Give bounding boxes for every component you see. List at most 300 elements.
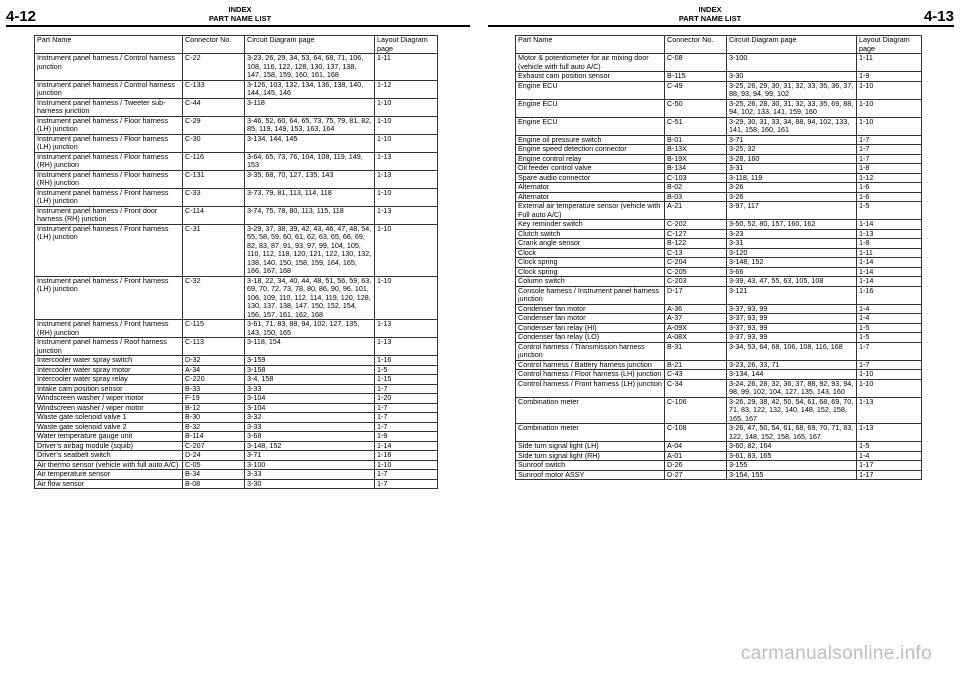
right-page-header	[480, 0, 960, 28]
layout-diagram-page-cell: 1-7	[375, 479, 438, 489]
layout-diagram-page-cell: 1-10	[857, 81, 922, 99]
part-name-cell: Waste gate solenoid valve 2	[35, 422, 183, 432]
header-part-name: Part Name	[35, 36, 183, 54]
part-name-cell: Motor & potentiometer for air mixing door (vehicle with full auto A/C)	[516, 54, 665, 72]
circuit-diagram-page-cell: 3-25, 26, 29, 30, 31, 32, 33, 35, 36, 37, 88, 93, 94, 99, 102	[727, 81, 857, 99]
part-name-cell: Condenser fan motor	[516, 304, 665, 314]
part-name-cell: Air thermo sensor (vehicle with full auto A/C)	[35, 460, 183, 470]
watermark: carmanualsonline.info	[740, 643, 932, 664]
header-circuit-diagram-page: Circuit Diagram page	[245, 36, 375, 54]
table-row	[516, 442, 922, 452]
connector-no-cell: D-27	[665, 470, 727, 480]
layout-diagram-page-cell: 1-10	[857, 370, 922, 380]
layout-diagram-page-cell: 1-5	[857, 442, 922, 452]
layout-diagram-page-cell: 1-7	[857, 154, 922, 164]
connector-no-cell: C-30	[183, 134, 245, 152]
table-row	[516, 333, 922, 343]
part-name-cell: Engine speed detection connector	[516, 145, 665, 155]
part-name-cell: Clock	[516, 248, 665, 258]
header-layout-diagram-page: Layout Diagram page	[857, 36, 922, 54]
table-row	[35, 403, 438, 413]
layout-diagram-page-cell: 1-4	[857, 314, 922, 324]
connector-no-cell: C-33	[183, 188, 245, 206]
part-name-cell: Instrument panel harness / Front harness (LH) junction	[35, 188, 183, 206]
layout-diagram-page-cell: 1-10	[375, 116, 438, 134]
table-row	[516, 424, 922, 442]
table-row	[516, 379, 922, 397]
layout-diagram-page-cell: 1-16	[857, 286, 922, 304]
connector-no-cell: A-04	[665, 442, 727, 452]
connector-no-cell: C-49	[665, 81, 727, 99]
layout-diagram-page-cell: 1-9	[375, 432, 438, 442]
connector-no-cell: C-22	[183, 54, 245, 81]
header-part-name: Part Name	[516, 36, 665, 54]
part-name-cell: Instrument panel harness / Floor harness (LH) junction	[35, 116, 183, 134]
part-name-cell: Alternator	[516, 183, 665, 193]
table-row	[35, 432, 438, 442]
part-name-cell: Water temperature gauge unit	[35, 432, 183, 442]
layout-diagram-page-cell: 1-20	[375, 394, 438, 404]
layout-diagram-page-cell: 1-7	[375, 413, 438, 423]
circuit-diagram-page-cell: 3-71	[727, 135, 857, 145]
table-row	[35, 116, 438, 134]
connector-no-cell: B-31	[665, 342, 727, 360]
connector-no-cell: C-207	[183, 441, 245, 451]
table-row	[35, 356, 438, 366]
layout-diagram-page-cell: 1-15	[375, 375, 438, 385]
circuit-diagram-page-cell: 3-71	[245, 451, 375, 461]
circuit-diagram-page-cell: 3-26, 47, 50, 54, 61, 68, 69, 70, 71, 83, 122, 148, 152, 158, 165, 167	[727, 424, 857, 442]
part-name-cell: Engine ECU	[516, 81, 665, 99]
layout-diagram-page-cell: 1-13	[375, 338, 438, 356]
table-row	[35, 365, 438, 375]
circuit-diagram-page-cell: 3-100	[245, 460, 375, 470]
layout-diagram-page-cell: 1-12	[857, 173, 922, 183]
left-header-rule	[6, 25, 470, 27]
header-layout-diagram-page: Layout Diagram page	[375, 36, 438, 54]
circuit-diagram-page-cell: 3-39, 43, 47, 55, 63, 105, 108	[727, 277, 857, 287]
circuit-diagram-page-cell: 3-50, 52, 80, 157, 160, 162	[727, 220, 857, 230]
layout-diagram-page-cell: 1-13	[857, 397, 922, 424]
part-name-cell: External air temperature sensor (vehicle with Full auto A/C)	[516, 202, 665, 220]
layout-diagram-page-cell: 1-7	[375, 470, 438, 480]
connector-no-cell: D-17	[665, 286, 727, 304]
layout-diagram-page-cell: 1-6	[857, 192, 922, 202]
part-name-cell: Windscreen washer / wiper motor	[35, 394, 183, 404]
right-title-line1: INDEX	[698, 5, 722, 14]
part-name-cell: Instrument panel harness / Roof harness junction	[35, 338, 183, 356]
layout-diagram-page-cell: 1-8	[857, 239, 922, 249]
table-row	[35, 384, 438, 394]
circuit-diagram-page-cell: 3-34, 53, 64, 68, 106, 108, 116, 168	[727, 342, 857, 360]
table-row	[35, 224, 438, 276]
part-name-cell: Instrument panel harness / Front harness (LH) junction	[35, 276, 183, 320]
table-row	[516, 470, 922, 480]
circuit-diagram-page-cell: 3-100	[727, 54, 857, 72]
connector-no-cell: C-114	[183, 206, 245, 224]
layout-diagram-page-cell: 1-4	[857, 451, 922, 461]
table-row	[35, 188, 438, 206]
layout-diagram-page-cell: 1-16	[375, 451, 438, 461]
part-name-cell: Engine ECU	[516, 117, 665, 135]
circuit-diagram-page-cell: 3-159	[245, 356, 375, 366]
table-row	[516, 145, 922, 155]
layout-diagram-page-cell: 1-7	[375, 422, 438, 432]
table-row	[35, 413, 438, 423]
layout-diagram-page-cell: 1-11	[857, 248, 922, 258]
layout-diagram-page-cell: 1-6	[857, 183, 922, 193]
layout-diagram-page-cell: 1-10	[857, 99, 922, 117]
layout-diagram-page-cell: 1-10	[857, 117, 922, 135]
table-row	[516, 248, 922, 258]
part-name-cell: Condenser fan relay (LO)	[516, 333, 665, 343]
circuit-diagram-page-cell: 3-37, 93, 99	[727, 304, 857, 314]
table-row	[516, 54, 922, 72]
part-name-cell: Instrument panel harness / Front harness (RH) junction	[35, 320, 183, 338]
table-row	[35, 206, 438, 224]
table-row	[516, 267, 922, 277]
table-row	[516, 239, 922, 249]
connector-no-cell: A-21	[665, 202, 727, 220]
part-name-cell: Instrument panel harness / Tweeter sub-harness junction	[35, 98, 183, 116]
table-row	[35, 98, 438, 116]
connector-no-cell: C-43	[665, 370, 727, 380]
part-name-cell: Instrument panel harness / Control harness junction	[35, 54, 183, 81]
connector-no-cell: A-09X	[665, 323, 727, 333]
part-name-cell: Driver’s airbag module (squib)	[35, 441, 183, 451]
layout-diagram-page-cell: 1-11	[375, 54, 438, 81]
table-row	[516, 154, 922, 164]
circuit-diagram-page-cell: 3-46, 52, 60, 64, 65, 73, 75, 79, 81, 82, 85, 119, 149, 153, 163, 164	[245, 116, 375, 134]
part-name-cell: Engine ECU	[516, 99, 665, 117]
layout-diagram-page-cell: 1-13	[375, 170, 438, 188]
right-page-number: 4-13	[923, 8, 954, 25]
circuit-diagram-page-cell: 3-158	[245, 365, 375, 375]
part-name-cell: Instrument panel harness / Floor harness (LH) junction	[35, 134, 183, 152]
table-row	[516, 81, 922, 99]
circuit-diagram-page-cell: 3-148, 152	[245, 441, 375, 451]
circuit-diagram-page-cell: 3-68	[245, 432, 375, 442]
connector-no-cell: B-115	[665, 72, 727, 82]
part-name-cell: Engine oil pressure switch	[516, 135, 665, 145]
table-row	[35, 479, 438, 489]
part-name-cell: Intake cam position sensor	[35, 384, 183, 394]
connector-no-cell: C-51	[665, 117, 727, 135]
right-header-rule	[488, 25, 954, 27]
part-name-cell: Air flow sensor	[35, 479, 183, 489]
connector-no-cell: D-26	[665, 461, 727, 471]
connector-no-cell: A-34	[183, 365, 245, 375]
part-name-cell: Waste gate solenoid valve 1	[35, 413, 183, 423]
circuit-diagram-page-cell: 3-37, 93, 99	[727, 323, 857, 333]
circuit-diagram-page-cell: 3-74, 75, 78, 80, 113, 115, 118	[245, 206, 375, 224]
layout-diagram-page-cell: 1-5	[375, 365, 438, 375]
circuit-diagram-page-cell: 3-134, 144, 145	[245, 134, 375, 152]
table-row	[516, 117, 922, 135]
circuit-diagram-page-cell: 3-118, 119	[727, 173, 857, 183]
connector-no-cell: B-19X	[665, 154, 727, 164]
layout-diagram-page-cell: 1-7	[375, 403, 438, 413]
part-name-cell: Intercooler water spray relay	[35, 375, 183, 385]
part-name-cell: Oil feeder control valve	[516, 164, 665, 174]
layout-diagram-page-cell: 1-13	[375, 320, 438, 338]
part-name-cell: Windscreen washer / wiper motor	[35, 403, 183, 413]
circuit-diagram-page-cell: 3-118, 154	[245, 338, 375, 356]
connector-no-cell: B-08	[183, 479, 245, 489]
connector-no-cell: C-106	[665, 397, 727, 424]
table-row	[35, 170, 438, 188]
connector-no-cell: C-133	[183, 80, 245, 98]
table-row	[516, 183, 922, 193]
table-row	[35, 152, 438, 170]
circuit-diagram-page-cell: 3-26	[727, 183, 857, 193]
circuit-diagram-page-cell: 3-30	[727, 72, 857, 82]
connector-no-cell: D-24	[183, 451, 245, 461]
circuit-diagram-page-cell: 3-31	[727, 164, 857, 174]
header-connector-no: Connector No.	[183, 36, 245, 54]
part-name-cell: Instrument panel harness / Front harness (LH) junction	[35, 224, 183, 276]
connector-no-cell: B-134	[665, 164, 727, 174]
layout-diagram-page-cell: 1-17	[857, 461, 922, 471]
part-name-cell: Sunroof motor ASSY	[516, 470, 665, 480]
connector-no-cell: B-30	[183, 413, 245, 423]
part-name-cell: Air temperature sensor	[35, 470, 183, 480]
table-row	[35, 80, 438, 98]
part-name-cell: Instrument panel harness / Control harness junction	[35, 80, 183, 98]
connector-no-cell: C-127	[665, 229, 727, 239]
table-row	[516, 461, 922, 471]
part-name-cell: Console harness / Instrument panel harness junction	[516, 286, 665, 304]
part-name-cell: Clock spring	[516, 258, 665, 268]
left-page-header	[0, 0, 480, 28]
layout-diagram-page-cell: 1-10	[375, 188, 438, 206]
part-name-cell: Spare audio connector	[516, 173, 665, 183]
circuit-diagram-page-cell: 3-30	[245, 479, 375, 489]
layout-diagram-page-cell: 1-14	[375, 441, 438, 451]
left-page-title	[180, 5, 300, 23]
table-row	[516, 277, 922, 287]
circuit-diagram-page-cell: 3-66	[727, 267, 857, 277]
header-connector-no: Connector No.	[665, 36, 727, 54]
layout-diagram-page-cell: 1-12	[375, 80, 438, 98]
connector-no-cell: C-50	[665, 99, 727, 117]
layout-diagram-page-cell: 1-14	[857, 220, 922, 230]
left-table-header-row	[35, 36, 438, 54]
circuit-diagram-page-cell: 3-25, 32	[727, 145, 857, 155]
layout-diagram-page-cell: 1-10	[375, 98, 438, 116]
layout-diagram-page-cell: 1-7	[375, 384, 438, 394]
layout-diagram-page-cell: 1-10	[857, 379, 922, 397]
left-title-line2: PART NAME LIST	[208, 14, 272, 23]
layout-diagram-page-cell: 1-5	[857, 333, 922, 343]
connector-no-cell: B-03	[665, 192, 727, 202]
table-row	[35, 460, 438, 470]
connector-no-cell: F-19	[183, 394, 245, 404]
circuit-diagram-page-cell: 3-126, 103, 132, 134, 136, 138, 140, 144, 145, 146	[245, 80, 375, 98]
part-name-cell: Instrument panel harness / Front door harness (RH) junction	[35, 206, 183, 224]
connector-no-cell: C-29	[183, 116, 245, 134]
part-name-cell: Sunroof switch	[516, 461, 665, 471]
table-row	[35, 276, 438, 320]
part-name-cell: Combination meter	[516, 424, 665, 442]
circuit-diagram-page-cell: 3-155	[727, 461, 857, 471]
part-name-cell: Exhaust cam position sensor	[516, 72, 665, 82]
layout-diagram-page-cell: 1-7	[857, 135, 922, 145]
part-name-cell: Combination meter	[516, 397, 665, 424]
table-row	[516, 192, 922, 202]
connector-no-cell: C-131	[183, 170, 245, 188]
table-row	[516, 164, 922, 174]
header-circuit-diagram-page: Circuit Diagram page	[727, 36, 857, 54]
circuit-diagram-page-cell: 3-29, 30, 31, 33, 34, 88, 94, 102, 133, 141, 158, 160, 161	[727, 117, 857, 135]
circuit-diagram-page-cell: 3-61, 71, 83, 88, 94, 102, 127, 135, 143, 150, 165	[245, 320, 375, 338]
connector-no-cell: C-103	[665, 173, 727, 183]
circuit-diagram-page-cell: 3-31	[727, 239, 857, 249]
connector-no-cell: C-108	[665, 424, 727, 442]
layout-diagram-page-cell: 1-7	[857, 342, 922, 360]
layout-diagram-page-cell: 1-13	[375, 152, 438, 170]
table-row	[516, 370, 922, 380]
connector-no-cell: C-44	[183, 98, 245, 116]
connector-no-cell: A-01	[665, 451, 727, 461]
left-part-name-table	[34, 35, 438, 489]
circuit-diagram-page-cell: 3-24, 26, 28, 32, 36, 37, 88, 92, 93, 94, 98, 99, 102, 104, 127, 135, 143, 160	[727, 379, 857, 397]
part-name-cell: Control harness / Battery harness junction	[516, 360, 665, 370]
table-row	[516, 314, 922, 324]
connector-no-cell: C-05	[183, 460, 245, 470]
connector-no-cell: B-02	[665, 183, 727, 193]
part-name-cell: Engine control relay	[516, 154, 665, 164]
layout-diagram-page-cell: 1-7	[857, 145, 922, 155]
layout-diagram-page-cell: 1-13	[857, 424, 922, 442]
connector-no-cell: C-116	[183, 152, 245, 170]
circuit-diagram-page-cell: 3-104	[245, 394, 375, 404]
connector-no-cell: C-205	[665, 267, 727, 277]
connector-no-cell: C-204	[665, 258, 727, 268]
part-name-cell: Side turn signal light (RH)	[516, 451, 665, 461]
circuit-diagram-page-cell: 3-35, 68, 70, 127, 135, 143	[245, 170, 375, 188]
circuit-diagram-page-cell: 3-118	[245, 98, 375, 116]
layout-diagram-page-cell: 1-14	[857, 258, 922, 268]
part-name-cell: Column switch	[516, 277, 665, 287]
connector-no-cell: A-08X	[665, 333, 727, 343]
layout-diagram-page-cell: 1-8	[857, 164, 922, 174]
circuit-diagram-page-cell: 3-64, 65, 73, 76, 104, 108, 119, 149, 153	[245, 152, 375, 170]
table-row	[516, 72, 922, 82]
layout-diagram-page-cell: 1-10	[375, 224, 438, 276]
circuit-diagram-page-cell: 3-33	[245, 384, 375, 394]
circuit-diagram-page-cell: 3-26	[727, 192, 857, 202]
circuit-diagram-page-cell: 3-26, 29, 38, 42, 50, 54, 61, 68, 69, 70, 71, 83, 122, 132, 140, 148, 152, 158, 165, 167	[727, 397, 857, 424]
layout-diagram-page-cell: 1-5	[857, 323, 922, 333]
table-row	[516, 220, 922, 230]
circuit-diagram-page-cell: 3-37, 93, 99	[727, 314, 857, 324]
table-row	[516, 229, 922, 239]
table-row	[35, 394, 438, 404]
circuit-diagram-page-cell: 3-37, 93, 99	[727, 333, 857, 343]
layout-diagram-page-cell: 1-17	[857, 470, 922, 480]
layout-diagram-page-cell: 1-10	[375, 276, 438, 320]
table-row	[35, 470, 438, 480]
circuit-diagram-page-cell: 3-28, 160	[727, 154, 857, 164]
layout-diagram-page-cell: 1-11	[857, 54, 922, 72]
circuit-diagram-page-cell: 3-29, 37, 38, 39, 42, 43, 46, 47, 48, 54, 55, 58, 59, 60, 61, 62, 63, 65, 66, 69, 82, 83, 87, 91, 93, 97, 99, 104, 105, 110, 112, 118, 120, 121, 122, 130, 132, 138, 140, 150, 158, 159, 164, 165, 166, 167, 168	[245, 224, 375, 276]
part-name-cell: Control harness / Transmission harness junction	[516, 342, 665, 360]
circuit-diagram-page-cell: 3-23, 26, 33, 71	[727, 360, 857, 370]
table-row	[516, 258, 922, 268]
layout-diagram-page-cell: 1-14	[857, 267, 922, 277]
table-row	[35, 134, 438, 152]
layout-diagram-page-cell: 1-10	[375, 134, 438, 152]
connector-no-cell: C-31	[183, 224, 245, 276]
circuit-diagram-page-cell: 3-23	[727, 229, 857, 239]
part-name-cell: Key reminder switch	[516, 220, 665, 230]
connector-no-cell: B-13X	[665, 145, 727, 155]
layout-diagram-page-cell: 1-7	[857, 360, 922, 370]
table-row	[35, 441, 438, 451]
connector-no-cell: B-33	[183, 384, 245, 394]
right-page-title	[650, 5, 770, 23]
connector-no-cell: B-114	[183, 432, 245, 442]
connector-no-cell: C-203	[665, 277, 727, 287]
layout-diagram-page-cell: 1-4	[857, 304, 922, 314]
part-name-cell: Intercooler water spray motor	[35, 365, 183, 375]
layout-diagram-page-cell: 1-13	[857, 229, 922, 239]
part-name-cell: Clutch switch	[516, 229, 665, 239]
table-row	[35, 375, 438, 385]
table-row	[516, 304, 922, 314]
circuit-diagram-page-cell: 3-18, 22, 34, 40, 44, 48, 51, 56, 59, 63, 69, 70, 72, 73, 78, 80, 86, 90, 96, 101, 106, 109, 110, 112, 114, 119, 120, 128, 130, 137, 138, 147, 150, 152, 154, 156, 157, 161, 162, 168	[245, 276, 375, 320]
connector-no-cell: B-122	[665, 239, 727, 249]
table-row	[516, 173, 922, 183]
part-name-cell: Crank angle sensor	[516, 239, 665, 249]
part-name-cell: Alternator	[516, 192, 665, 202]
circuit-diagram-page-cell: 3-60, 82, 164	[727, 442, 857, 452]
right-table-header-row	[516, 36, 922, 54]
connector-no-cell: B-12	[183, 403, 245, 413]
part-name-cell: Intercooler water spray switch	[35, 356, 183, 366]
table-row	[516, 99, 922, 117]
circuit-diagram-page-cell: 3-120	[727, 248, 857, 258]
circuit-diagram-page-cell: 3-4, 158	[245, 375, 375, 385]
circuit-diagram-page-cell: 3-25, 26, 28, 30, 31, 32, 33, 35, 69, 88, 94, 102, 133, 141, 159, 160	[727, 99, 857, 117]
layout-diagram-page-cell: 1-16	[375, 356, 438, 366]
circuit-diagram-page-cell: 3-97, 117	[727, 202, 857, 220]
circuit-diagram-page-cell: 3-23, 26, 29, 34, 53, 64, 68, 71, 106, 108, 116, 122, 128, 130, 137, 138, 147, 158, 159, 160, 161, 168	[245, 54, 375, 81]
connector-no-cell: C-13	[665, 248, 727, 258]
connector-no-cell: B-34	[183, 470, 245, 480]
circuit-diagram-page-cell: 3-148, 152	[727, 258, 857, 268]
table-row	[35, 338, 438, 356]
connector-no-cell: C-34	[665, 379, 727, 397]
layout-diagram-page-cell: 1-9	[857, 72, 922, 82]
table-row	[516, 286, 922, 304]
part-name-cell: Condenser fan motor	[516, 314, 665, 324]
circuit-diagram-page-cell: 3-154, 155	[727, 470, 857, 480]
connector-no-cell: C-32	[183, 276, 245, 320]
connector-no-cell: B-21	[665, 360, 727, 370]
table-row	[516, 202, 922, 220]
connector-no-cell: D-32	[183, 356, 245, 366]
table-row	[516, 397, 922, 424]
connector-no-cell: B-32	[183, 422, 245, 432]
layout-diagram-page-cell: 1-13	[375, 206, 438, 224]
circuit-diagram-page-cell: 3-104	[245, 403, 375, 413]
table-row	[516, 360, 922, 370]
right-title-line2: PART NAME LIST	[678, 14, 742, 23]
connector-no-cell: C-202	[665, 220, 727, 230]
part-name-cell: Side turn signal light (LH)	[516, 442, 665, 452]
